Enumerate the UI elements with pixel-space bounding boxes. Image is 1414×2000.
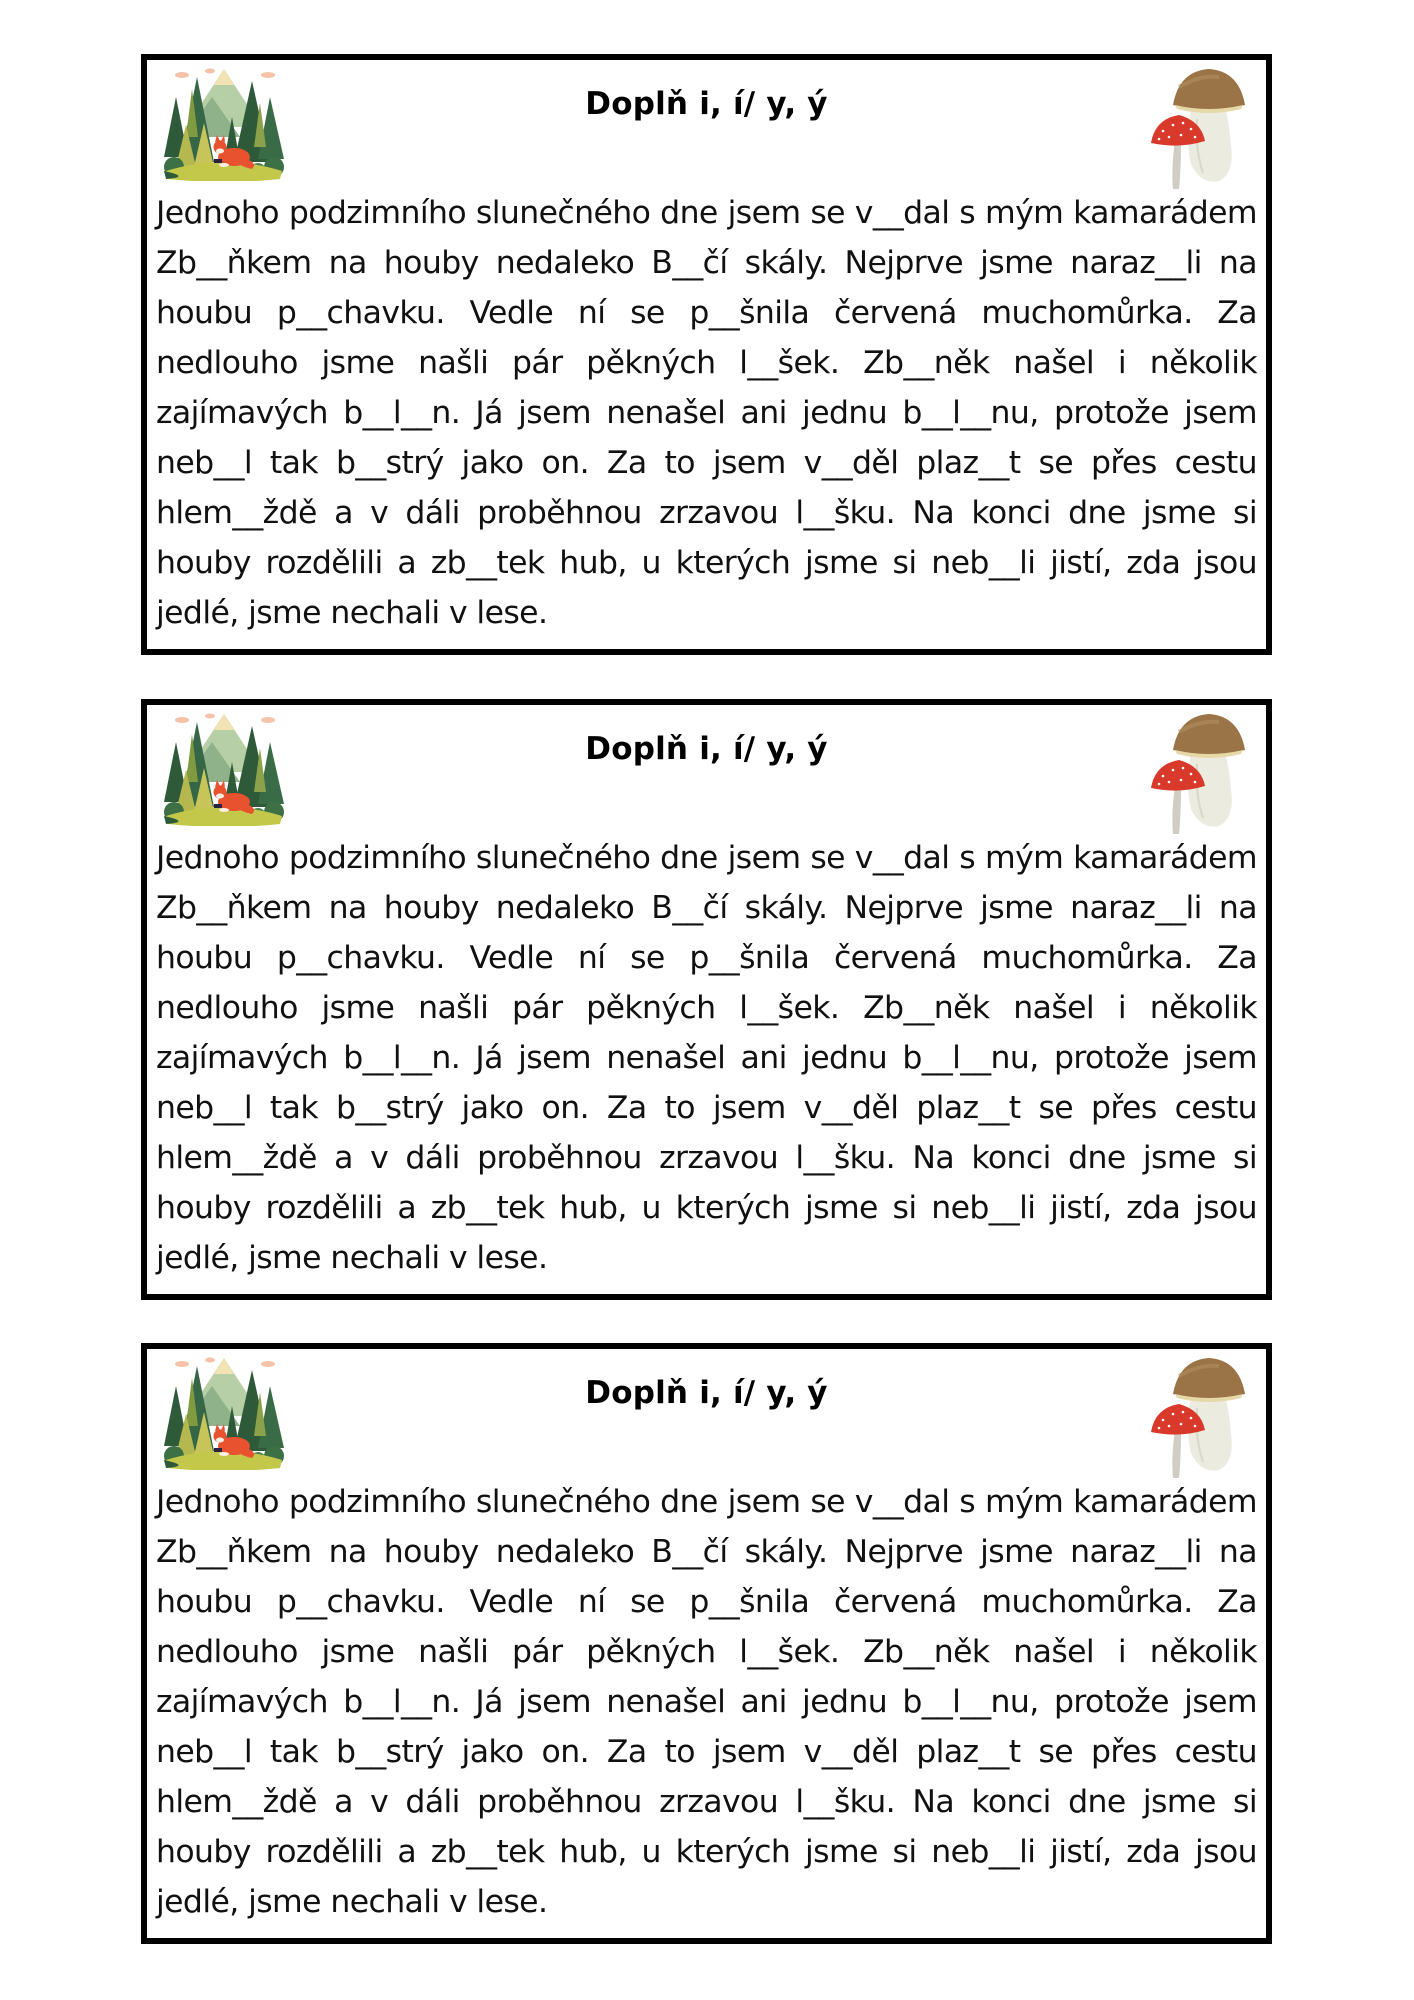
exercise-text: Jednoho podzimního slunečného dne jsem se v__dal s mým kamarádem Zb__ňkem na houby nedaleko B__čí skály. Nejprve jsme naraz__li na houbu p__chavku. Vedle ní se p__šnila červená muchomůrka. Za nedlouho jsme našli pár pěkných l__šek. Zb__něk našel i několik zajímavých b__l__n. Já jsem nenašel ani jednu b__l__nu, protože jsem neb__l tak b__strý jako on. Za to jsem v__děl plaz__t se přes cestu hlem__ždě a v dáli proběhnou zrzavou l__šku. Na konci dne jsme si houby rozdělili a zb__tek hub, u kterých jsme si neb__li jistí, zda jsou jedlé, jsme nechali v lese.: [156, 195, 1257, 631]
mushroom-icon: [1149, 1358, 1257, 1484]
exercise-card-1: [141, 54, 1272, 655]
card-title: Doplň i, í/ y, ý: [585, 731, 828, 767]
forest-fox-icon: [162, 712, 286, 826]
exercise-card-3: [141, 1343, 1272, 1944]
exercise-text: Jednoho podzimního slunečného dne jsem se v__dal s mým kamarádem Zb__ňkem na houby nedaleko B__čí skály. Nejprve jsme naraz__li na houbu p__chavku. Vedle ní se p__šnila červená muchomůrka. Za nedlouho jsme našli pár pěkných l__šek. Zb__něk našel i několik zajímavých b__l__n. Já jsem nenašel ani jednu b__l__nu, protože jsem neb__l tak b__strý jako on. Za to jsem v__děl plaz__t se přes cestu hlem__ždě a v dáli proběhnou zrzavou l__šku. Na konci dne jsme si houby rozdělili a zb__tek hub, u kterých jsme si neb__li jistí, zda jsou jedlé, jsme nechali v lese.: [156, 1484, 1257, 1920]
mushroom-icon: [1149, 69, 1257, 195]
forest-fox-icon: [162, 67, 286, 181]
mushroom-icon: [1149, 714, 1257, 840]
exercise-card-2: [141, 699, 1272, 1300]
forest-fox-icon: [162, 1356, 286, 1470]
card-title: Doplň i, í/ y, ý: [585, 86, 828, 122]
card-title: Doplň i, í/ y, ý: [585, 1375, 828, 1411]
exercise-text: Jednoho podzimního slunečného dne jsem se v__dal s mým kamarádem Zb__ňkem na houby nedaleko B__čí skály. Nejprve jsme naraz__li na houbu p__chavku. Vedle ní se p__šnila červená muchomůrka. Za nedlouho jsme našli pár pěkných l__šek. Zb__něk našel i několik zajímavých b__l__n. Já jsem nenašel ani jednu b__l__nu, protože jsem neb__l tak b__strý jako on. Za to jsem v__děl plaz__t se přes cestu hlem__ždě a v dáli proběhnou zrzavou l__šku. Na konci dne jsme si houby rozdělili a zb__tek hub, u kterých jsme si neb__li jistí, zda jsou jedlé, jsme nechali v lese.: [156, 840, 1257, 1276]
